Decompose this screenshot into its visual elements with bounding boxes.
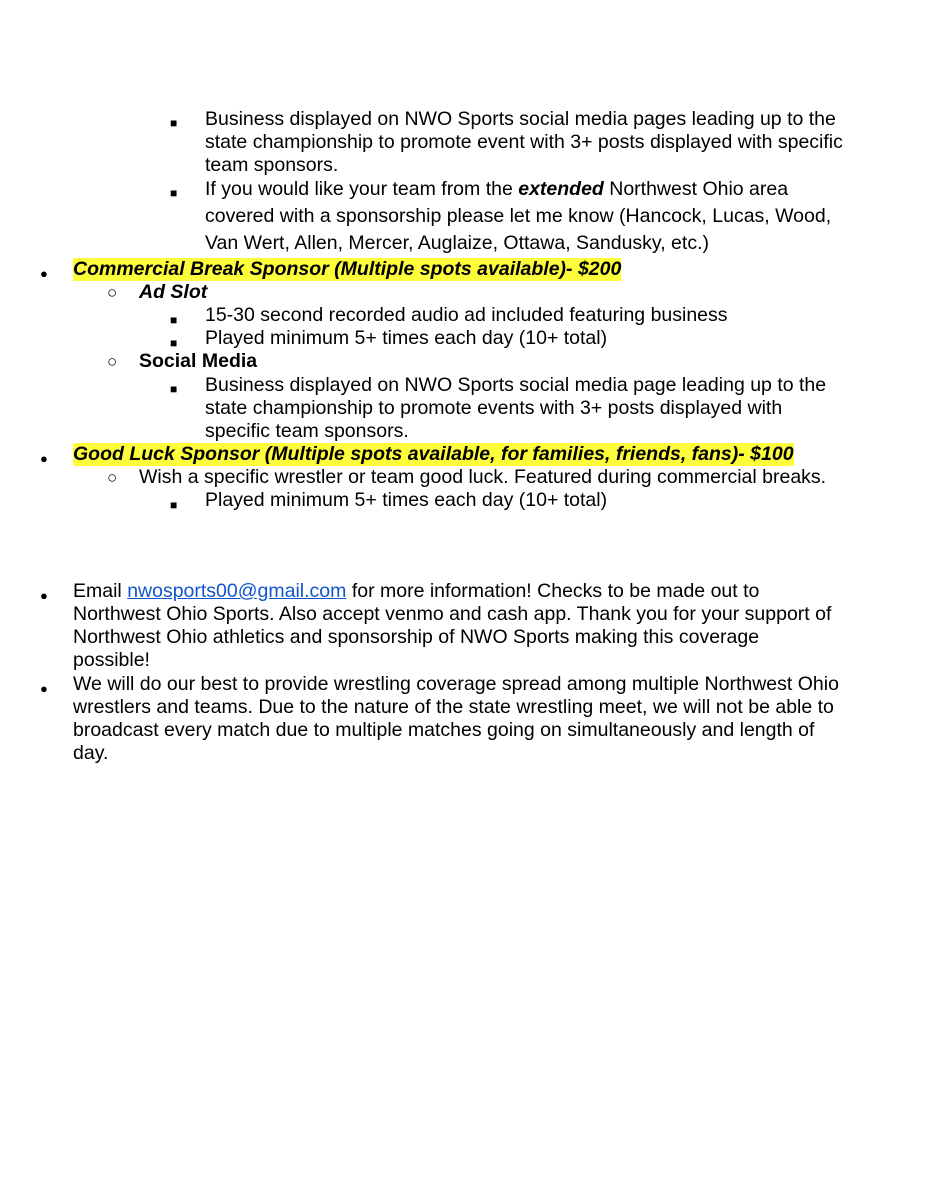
- paragraph-line: possible!: [73, 649, 150, 671]
- paragraph-line: We will do our best to provide wrestling coverage spread among multiple Northwest Ohio: [73, 673, 839, 695]
- square-bullet-icon: ■: [170, 313, 178, 327]
- paragraph-line: Business displayed on NWO Sports social media pages leading up to the: [205, 108, 836, 130]
- square-bullet-icon: ■: [170, 186, 178, 200]
- paragraph-line: wrestlers and teams. Due to the nature of the state wrestling meet, we will not be able to: [73, 696, 834, 718]
- disc-bullet-icon: ●: [40, 266, 48, 281]
- ad-slot-item: 15-30 second recorded audio ad included featuring business: [205, 304, 728, 326]
- paragraph-line: [73, 580, 759, 603]
- circle-bullet-icon: ○: [107, 283, 118, 302]
- ad-slot-item: Played minimum 5+ times each day (10+ total): [205, 327, 608, 349]
- paragraph-line: state championship to promote event with 3+ posts displayed with specific: [205, 131, 843, 153]
- disc-bullet-icon: ●: [40, 451, 48, 466]
- ad-slot-label: Ad Slot: [139, 281, 208, 303]
- social-media-label: Social Media: [139, 350, 258, 372]
- text-run: Email: [73, 580, 128, 602]
- paragraph-line: Northwest Ohio Sports. Also accept venmo and cash app. Thank you for your support of: [73, 603, 832, 625]
- paragraph-line: specific team sponsors.: [205, 420, 409, 442]
- paragraph-line: day.: [73, 742, 109, 764]
- circle-bullet-icon: ○: [107, 468, 118, 487]
- square-bullet-icon: ■: [170, 336, 178, 350]
- good-luck-played: Played minimum 5+ times each day (10+ total): [205, 489, 608, 511]
- paragraph-line: Northwest Ohio athletics and sponsorship of NWO Sports making this coverage: [73, 626, 760, 648]
- emphasis-text: extended: [518, 178, 604, 200]
- paragraph-line: [205, 178, 788, 201]
- good-luck-title: Good Luck Sponsor (Multiple spots available, for families, friends, fans)- $100: [73, 443, 794, 465]
- disc-bullet-icon: ●: [40, 681, 48, 696]
- square-bullet-icon: ■: [170, 498, 178, 512]
- disc-bullet-icon: ●: [40, 588, 48, 603]
- paragraph-line: covered with a sponsorship please let me know (Hancock, Lucas, Wood,: [205, 205, 832, 227]
- email-link[interactable]: nwosports00@gmail.com: [127, 580, 347, 602]
- circle-bullet-icon: ○: [107, 352, 118, 371]
- paragraph-line: Van Wert, Allen, Mercer, Auglaize, Ottawa, Sandusky, etc.): [205, 232, 709, 254]
- square-bullet-icon: ■: [170, 116, 178, 130]
- commercial-break-title: Commercial Break Sponsor (Multiple spots available)- $200: [73, 258, 622, 280]
- text-run: for more information! Checks to be made out to: [346, 580, 760, 602]
- paragraph-line: broadcast every match due to multiple matches going on simultaneously and length of: [73, 719, 815, 741]
- text-run: Northwest Ohio area: [603, 178, 789, 200]
- paragraph-line: state championship to promote events with 3+ posts displayed with: [205, 397, 783, 419]
- paragraph-line: Business displayed on NWO Sports social media page leading up to the: [205, 374, 827, 396]
- good-luck-wish: Wish a specific wrestler or team good luck. Featured during commercial breaks.: [139, 466, 827, 488]
- paragraph-line: team sponsors.: [205, 154, 339, 176]
- text-run: If you would like your team from the: [205, 178, 519, 200]
- square-bullet-icon: ■: [170, 382, 178, 396]
